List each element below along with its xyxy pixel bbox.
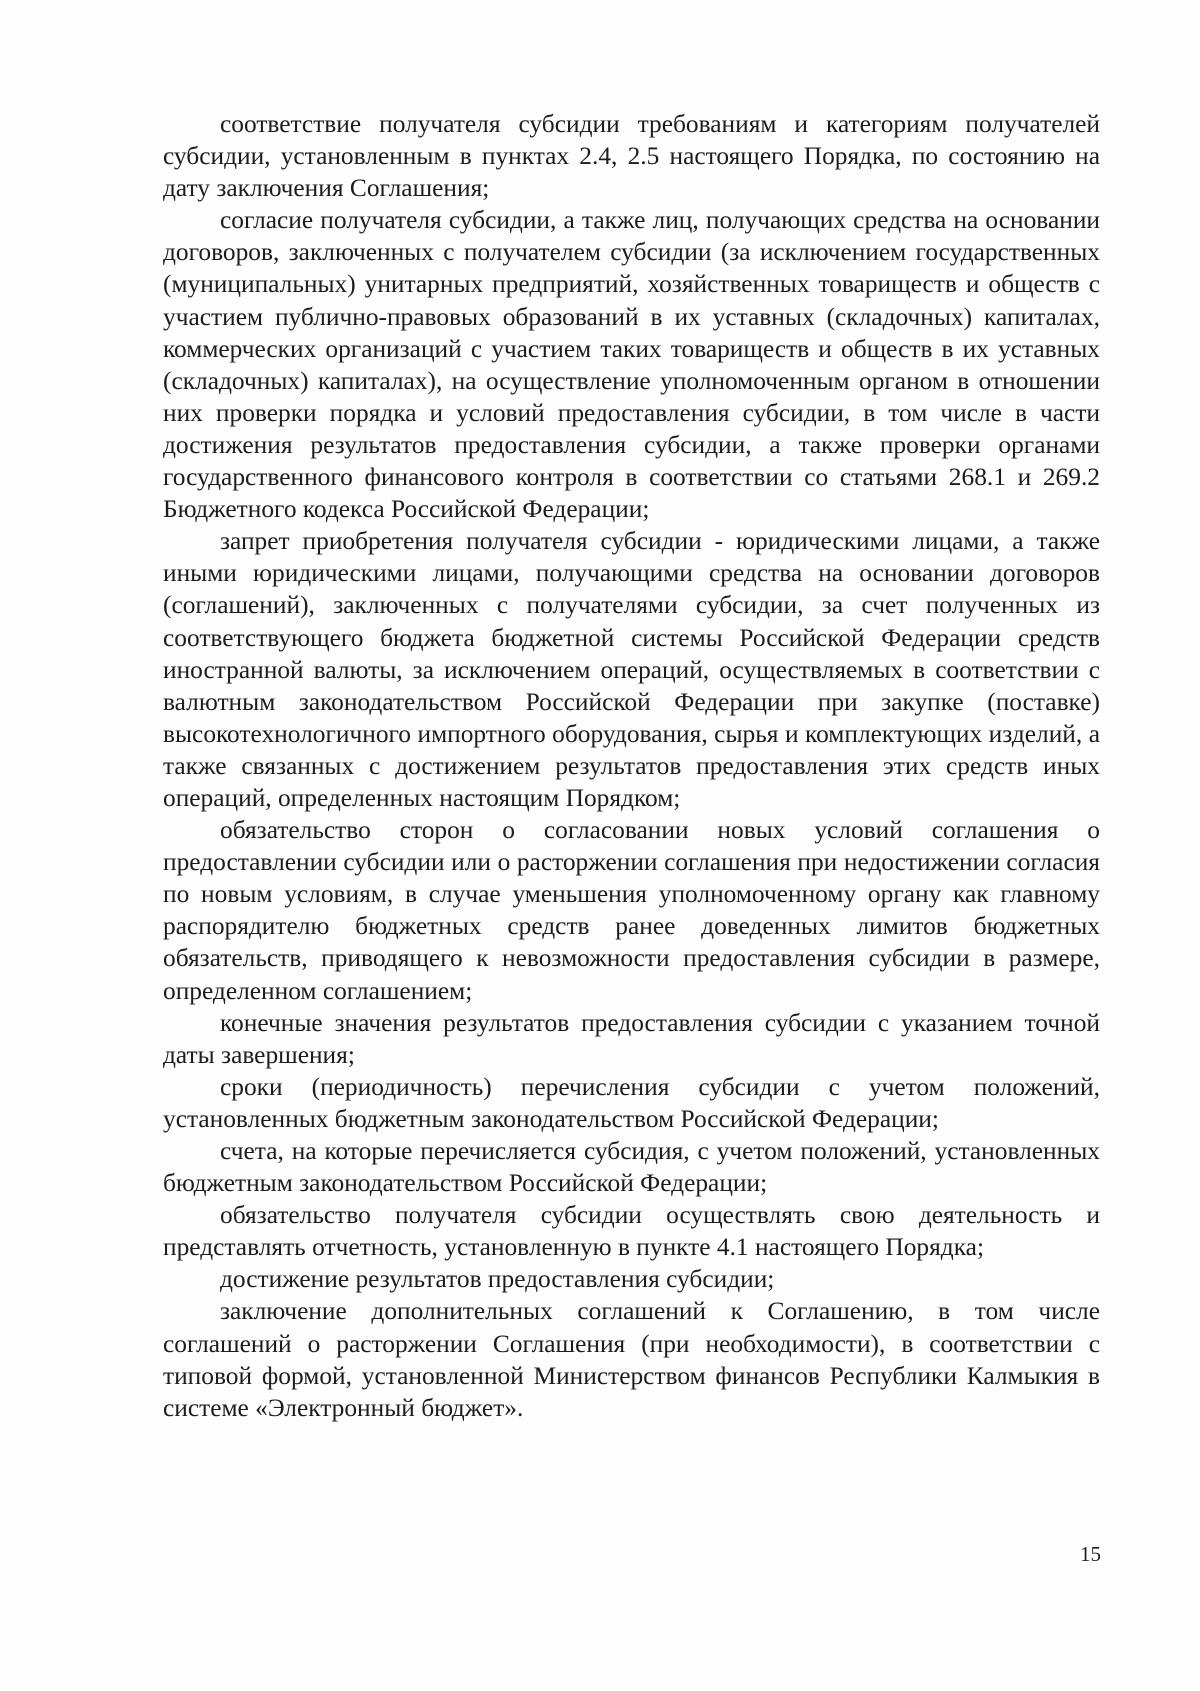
paragraph-transfer-schedule: сроки (периодичность) перечисления субсидии с учетом положений, установленных бюджетным законодательством Российской Федерации; bbox=[163, 1072, 1100, 1133]
paragraph-additional-agreements: заключение дополнительных соглашений к Соглашению, в том числе соглашений о расторжении Соглашения (при необходимости), в соответствии с типовой формой, установленной Министерством финансов Республики Калмыкия в системе «Электронный бюджет». bbox=[163, 1297, 1100, 1422]
paragraph-new-terms-obligation: обязательство сторон о согласовании новых условий соглашения о предоставлении субсидии или о расторжении соглашения при недостижении согласия по новым условиям, в случае уменьшения уполномоченному органу как главному распорядителю бюджетных средств ранее доведенных лимитов бюджетных обязательств, приводящего к невозможности предоставления субсидии в размере, определенном соглашением; bbox=[163, 816, 1100, 1005]
paragraph-eligibility: соответствие получателя субсидии требованиям и категориям получателей субсидии, установленным в пунктах 2.4, 2.5 настоящего Порядка, по состоянию на дату заключения Соглашения; bbox=[163, 110, 1100, 203]
document-body bbox=[163, 108, 1100, 1424]
paragraph-accounts: счета, на которые перечисляется субсидия, с учетом положений, установленных бюджетным законодательством Российской Федерации; bbox=[163, 1137, 1100, 1198]
paragraph-reporting-obligation: обязательство получателя субсидии осуществлять свою деятельность и представлять отчетность, установленную в пункте 4.1 настоящего Порядка; bbox=[163, 1201, 1100, 1262]
paragraph-consent-to-inspection: согласие получателя субсидии, а также лиц, получающих средства на основании договоров, заключенных с получателем субсидии (за исключением государственных (муниципальных) унитарных предприятий, хозяйственных товариществ и обществ с участием публично-правовых образований в их уставных (складочных) капиталах, коммерческих организаций с участием таких товариществ и обществ в их уставных (складочных) капиталах), на осуществление уполномоченным органом в отношении них проверки порядка и условий предоставления субсидии, в том числе в части достижения результатов предоставления субсидии, а также проверки органами государственного финансового контроля в соответствии со статьями 268.1 и 269.2 Бюджетного кодекса Российской Федерации; bbox=[163, 206, 1100, 524]
paragraph-achievement-of-results: достижение результатов предоставления субсидии; bbox=[220, 1265, 775, 1294]
paragraph-foreign-currency-ban: запрет приобретения получателя субсидии - юридическими лицами, а также иными юридическими лицами, получающими средства на основании договоров (соглашений), заключенных с получателями субсидии, за счет полученных из соответствующего бюджета бюджетной системы Российской Федерации средств иностранной валюты, за исключением операций, осуществляемых в соответствии с валютным законодательством Российской Федерации при закупке (поставке) высокотехнологичного импортного оборудования, сырья и комплектующих изделий, а также связанных с достижением результатов предоставления этих средств иных операций, определенных настоящим Порядком; bbox=[163, 527, 1100, 812]
paragraph-final-results: конечные значения результатов предоставления субсидии с указанием точной даты завершения; bbox=[163, 1008, 1100, 1069]
page-number: 15 bbox=[1080, 1542, 1101, 1566]
